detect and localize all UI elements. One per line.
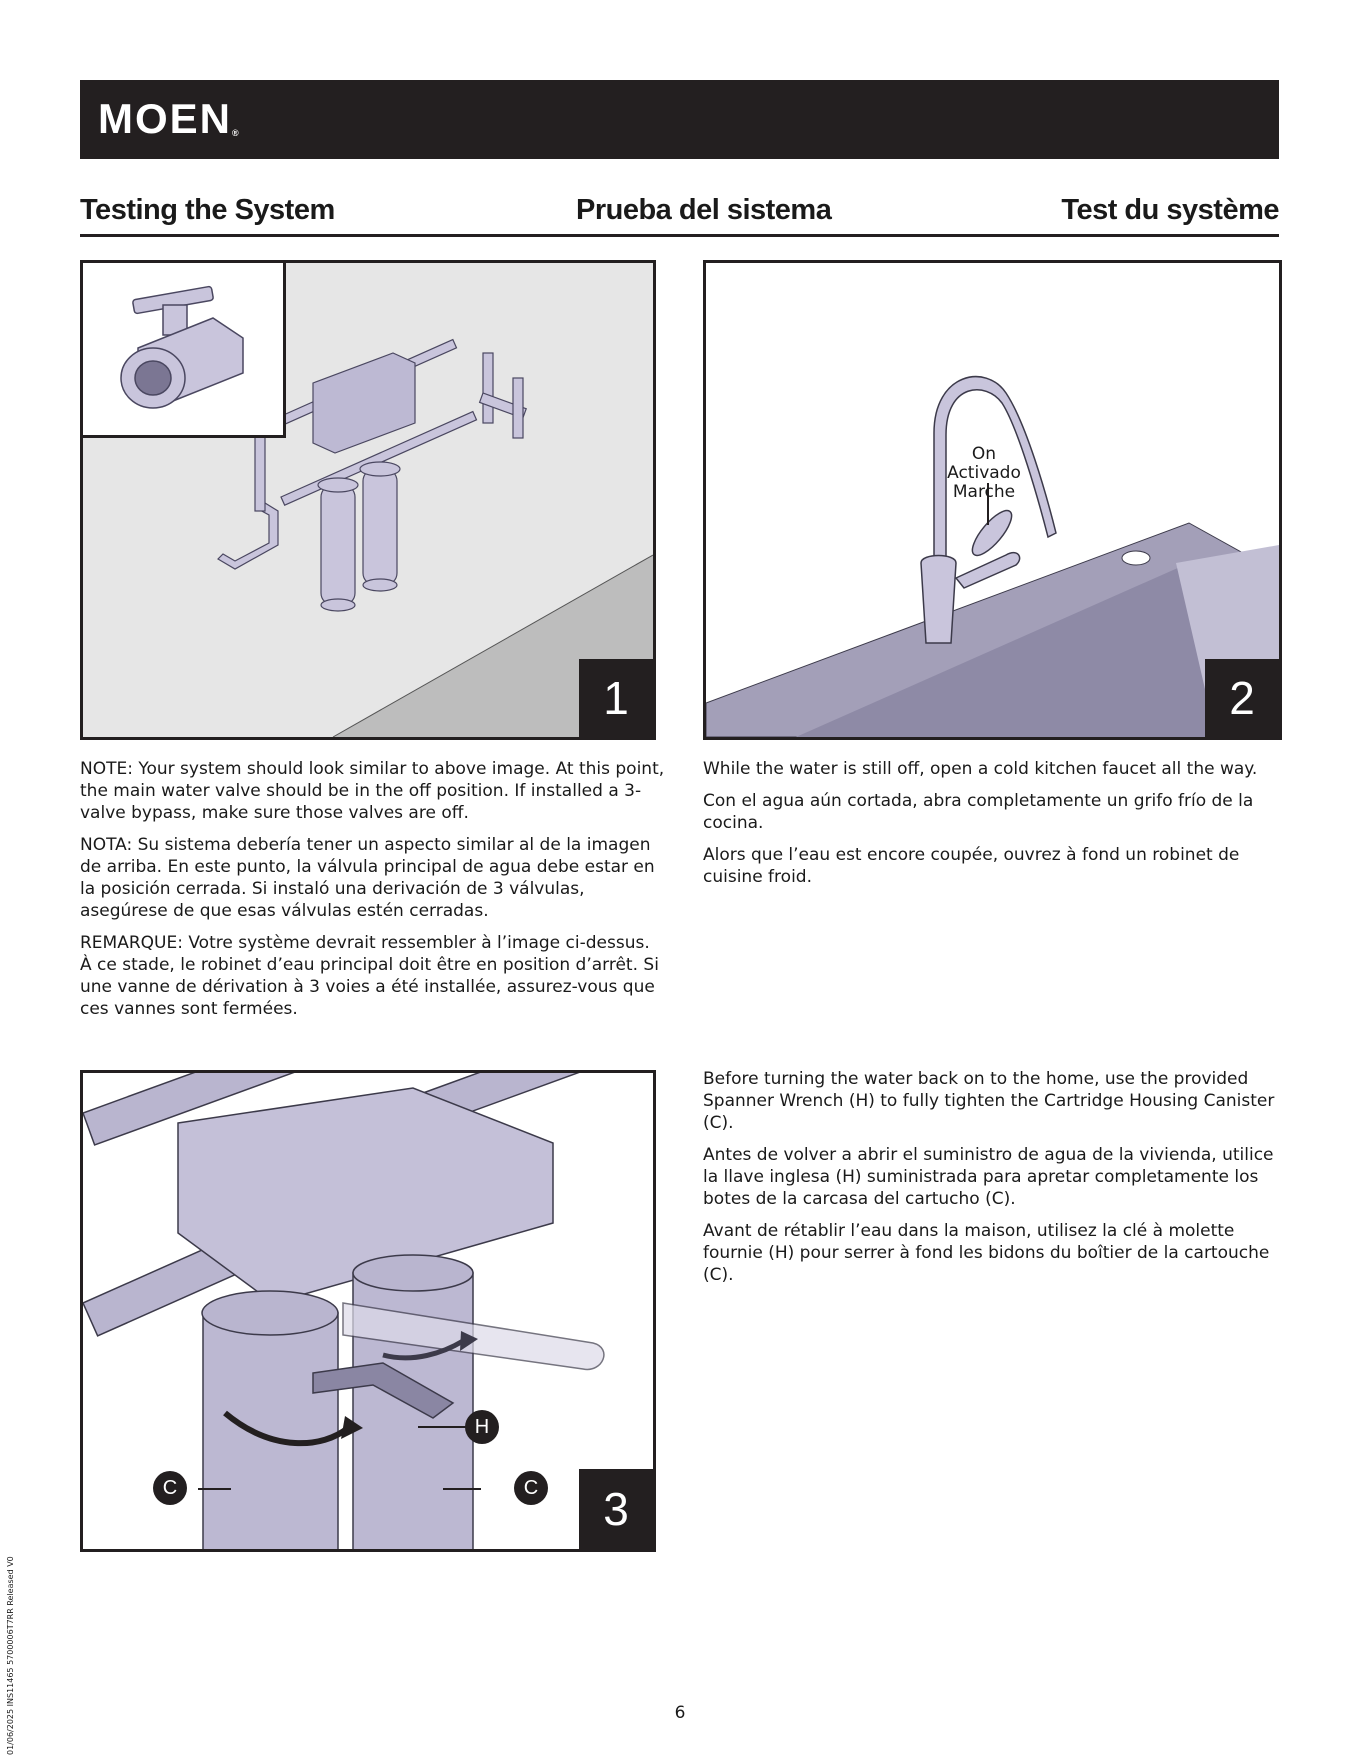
registered-mark: ® xyxy=(232,128,239,138)
title-spanish: Prueba del sistema xyxy=(576,194,832,226)
step-2-spanish: Con el agua aún cortada, abra completamente un grifo frío de la cocina. xyxy=(703,791,1254,833)
step-number-2: 2 xyxy=(1205,659,1279,737)
step-2-french: Alors que l’eau est encore coupée, ouvrez à fond un robinet de cuisine froid. xyxy=(703,845,1240,887)
moen-logo xyxy=(98,90,239,148)
step-3-english: Before turning the water back on to the home, use the provided Spanner Wrench (H) to fully tighten the Cartridge Housing Canister (C). xyxy=(703,1069,1275,1133)
step-3-text xyxy=(703,1068,1288,1296)
callout-c-left: C xyxy=(153,1471,187,1505)
step-1-french: REMARQUE: Votre système devrait ressembler à l’image ci-dessus. À ce stade, le robinet d’eau principal doit être en position d’arrêt. Si une vanne de dérivation à 3 voies a été installée, assurez-vous que ces vannes sont fermées. xyxy=(80,933,659,1019)
page-number: 6 xyxy=(674,1703,686,1723)
step-1-english: NOTE: Your system should look similar to above image. At this point, the main water valve should be in the off position. If installed a 3-valve bypass, make sure those valves are off. xyxy=(80,759,665,823)
logo-text: MOEN xyxy=(98,95,232,142)
step-3-spanish: Antes de volver a abrir el suministro de agua de la vivienda, utilice la llave inglesa (H) suministrada para apretar completamente los botes de la carcasa del cartucho (C). xyxy=(703,1145,1274,1209)
label-activado: Activado xyxy=(947,463,1021,483)
label-marche: Marche xyxy=(952,482,1016,502)
step-1-text xyxy=(80,758,665,1030)
step-3-french: Avant de rétablir l’eau dans la maison, utilisez la clé à molette fournie (H) pour serrer à fond les bidons du boîtier de la cartouche (C). xyxy=(703,1221,1270,1285)
on-label xyxy=(934,445,1034,502)
step-1-spanish: NOTA: Su sistema debería tener un aspecto similar al de la imagen de arriba. En este punto, la válvula principal de agua debe estar en la posición cerrada. Si instaló una derivación de 3 válvulas, asegúrese de que esas válvulas estén cerradas. xyxy=(80,835,655,921)
step-number-3: 3 xyxy=(579,1469,653,1549)
section-titles xyxy=(80,190,1279,237)
label-on: On xyxy=(971,444,997,464)
step-3-illustration xyxy=(80,1070,656,1552)
document-code: 01/06/2025 INS11465 5700006T7RR Released V0 xyxy=(6,1556,15,1755)
ball-valve-icon xyxy=(83,263,283,435)
title-english: Testing the System xyxy=(80,194,335,226)
step-2-illustration xyxy=(703,260,1282,740)
step-2-text xyxy=(703,758,1288,898)
callout-c-right: C xyxy=(514,1471,548,1505)
title-french: Test du système xyxy=(1061,194,1279,226)
step-number-1: 1 xyxy=(579,659,653,737)
step-1-illustration xyxy=(80,260,656,740)
callout-h: H xyxy=(465,1410,499,1444)
header-bar xyxy=(80,80,1279,159)
step-2-english: While the water is still off, open a cold kitchen faucet all the way. xyxy=(703,759,1258,779)
valve-inset xyxy=(83,263,286,438)
